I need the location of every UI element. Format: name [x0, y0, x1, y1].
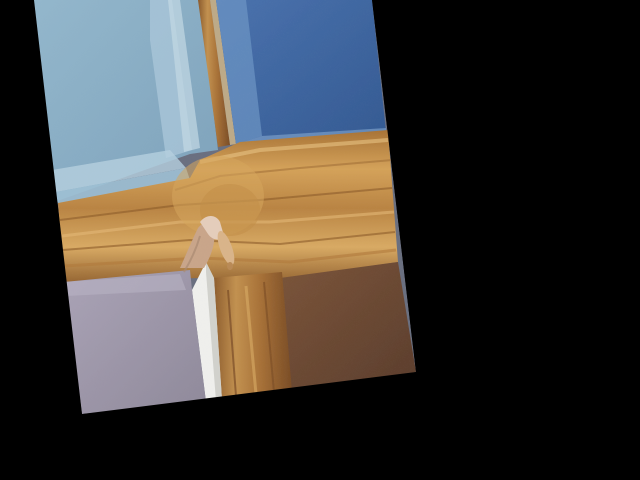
panel-brown — [280, 262, 416, 392]
panel-lavender — [64, 270, 206, 414]
wood-stile-vertical — [212, 272, 292, 400]
photo-content — [30, 0, 416, 414]
glass-pane-dark-blue — [216, 0, 386, 144]
